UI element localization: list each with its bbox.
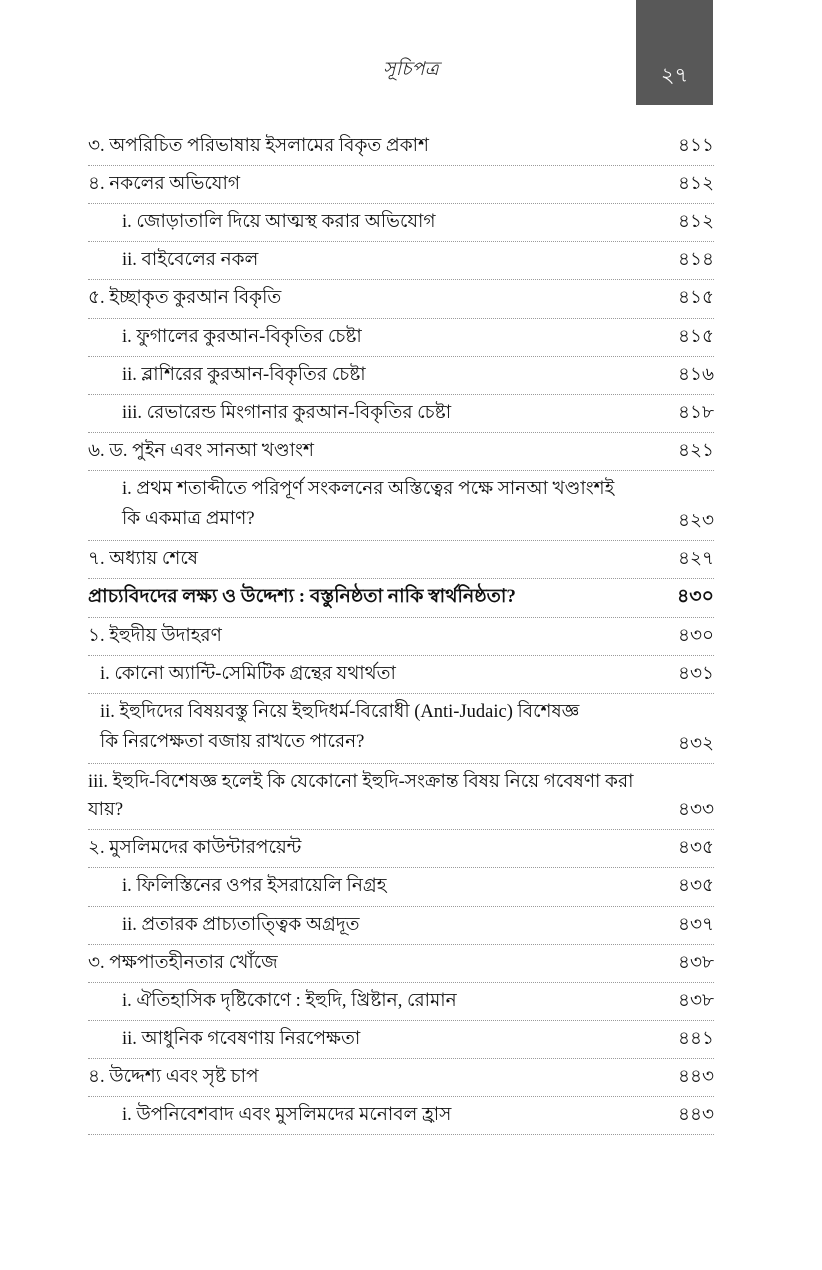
toc-row[interactable]	[88, 242, 714, 280]
toc-row[interactable]	[88, 357, 714, 395]
toc-entry-title: i. জোড়াতালি দিয়ে আত্মস্থ করার অভিযোগ	[122, 212, 436, 233]
toc-entry-title: i. ঐতিহাসিক দৃষ্টিকোণে : ইহুদি, খ্রিষ্টান, রোমান	[122, 990, 457, 1011]
page-number-box	[636, 0, 713, 105]
toc-entry-title: ii. ইহুদিদের বিষয়বস্তু নিয়ে ইহুদিধর্ম-বিরোধী (Anti-Judaic) বিশেষজ্ঞ কি নিরপেক্ষতা বজায় রাখতে পারেন?	[100, 702, 580, 753]
toc-entry-title: i. উপনিবেশবাদ এবং মুসলিমদের মনোবল হ্রাস	[122, 1105, 452, 1126]
toc-entry-title: ২. মুসলিমদের কাউন্টারপয়েন্ট	[88, 838, 302, 859]
toc-entry-page: ৪৪১	[677, 1028, 714, 1049]
toc-entry-page: ৪৩৭	[677, 914, 714, 935]
toc-entry-page: ৪১২	[677, 212, 714, 233]
toc-row[interactable]	[88, 907, 714, 945]
toc-entry-page: ৪১৫	[677, 288, 714, 309]
toc-entry-page: ৪২৭	[677, 548, 714, 569]
toc-entry-page: ৪৩৫	[677, 838, 714, 859]
toc-entry-title: i. ফুগালের কুরআন-বিকৃতির চেষ্টা	[122, 326, 362, 347]
toc-entry-title: ii. ব্লাশিরের কুরআন-বিকৃতির চেষ্টা	[122, 364, 366, 385]
toc-entry-page: ৪১২	[677, 174, 714, 195]
toc-row[interactable]	[88, 618, 714, 656]
toc-entry-title: ৪. নকলের অভিযোগ	[88, 174, 240, 195]
toc-entry-title: i. প্রথম শতাব্দীতে পরিপূর্ণ সংকলনের অস্তিত্বের পক্ষে সানআ খণ্ডাংশই কি একমাত্র প্রমাণ?	[122, 478, 615, 529]
toc-entry-title: ৬. ড. পুইন এবং সানআ খণ্ডাংশ	[88, 440, 314, 461]
toc-row[interactable]	[88, 694, 714, 764]
toc-entry-title: ii. প্রতারক প্রাচ্যতাত্ত্বিক অগ্রদূত	[122, 914, 360, 935]
toc-entry-page: ৪৩৫	[677, 876, 714, 897]
table-of-contents	[88, 128, 714, 1135]
toc-row[interactable]	[88, 945, 714, 983]
toc-entry-page: ৪৩৮	[677, 990, 714, 1011]
toc-entry-page: ৪১৪	[677, 250, 714, 271]
toc-row[interactable]	[88, 983, 714, 1021]
toc-row[interactable]	[88, 433, 714, 471]
toc-entry-title: ii. বাইবেলের নকল	[122, 250, 259, 271]
toc-row[interactable]	[88, 166, 714, 204]
toc-entry-page: ৪৩০	[677, 625, 714, 646]
toc-entry-page: ৪১৮	[677, 402, 714, 423]
toc-entry-title: ১. ইহুদীয় উদাহরণ	[88, 625, 222, 646]
page-number: ২৭	[660, 63, 689, 87]
toc-row[interactable]	[88, 1097, 714, 1135]
toc-entry-title: ৫. ইচ্ছাকৃত কুরআন বিকৃতি	[88, 288, 282, 309]
toc-entry-title: i. ফিলিস্তিনের ওপর ইসরায়েলি নিগ্রহ	[122, 876, 387, 897]
page-header	[0, 0, 822, 110]
toc-entry-page: ৪৩৮	[677, 952, 714, 973]
toc-entry-title: ৩. অপরিচিত পরিভাষায় ইসলামের বিকৃত প্রকাশ	[88, 136, 429, 156]
toc-entry-title: প্রাচ্যবিদদের লক্ষ্য ও উদ্দেশ্য : বস্তুনিষ্ঠতা নাকি স্বার্থনিষ্ঠতা?	[88, 586, 516, 608]
toc-chapter-row[interactable]	[88, 579, 714, 618]
toc-row[interactable]	[88, 395, 714, 433]
toc-row[interactable]	[88, 541, 714, 579]
toc-entry-page: ৪৪৩	[677, 1105, 714, 1126]
toc-entry-page: ৪২৩	[677, 510, 714, 531]
toc-entry-page: ৪১১	[677, 136, 714, 156]
toc-entry-title: iii. রেভারেন্ড মিংগানার কুরআন-বিকৃতির চেষ্টা	[122, 402, 452, 423]
toc-row[interactable]	[88, 656, 714, 694]
toc-row[interactable]	[88, 1059, 714, 1097]
toc-row[interactable]	[88, 471, 714, 541]
toc-row[interactable]	[88, 764, 714, 830]
toc-entry-title: i. কোনো অ্যান্টি-সেমিটিক গ্রন্থের যথার্থতা	[100, 664, 396, 685]
toc-entry-page: ৪২১	[677, 440, 714, 461]
toc-entry-page: ৪৩০	[676, 586, 714, 608]
toc-row[interactable]	[88, 319, 714, 357]
toc-entry-page: ৪৪৩	[677, 1066, 714, 1087]
toc-entry-title: ৪. উদ্দেশ্য এবং সৃষ্ট চাপ	[88, 1066, 259, 1087]
toc-entry-page: ৪১৫	[677, 326, 714, 347]
toc-row[interactable]	[88, 128, 714, 166]
toc-entry-page: ৪৩১	[677, 664, 714, 685]
toc-entry-title: ৭. অধ্যায় শেষে	[88, 548, 199, 569]
toc-row[interactable]	[88, 1021, 714, 1059]
toc-row[interactable]	[88, 830, 714, 868]
toc-row[interactable]	[88, 868, 714, 906]
toc-entry-page: ৪১৬	[677, 364, 714, 385]
toc-row[interactable]	[88, 280, 714, 318]
toc-row[interactable]	[88, 204, 714, 242]
toc-entry-title: ৩. পক্ষপাতহীনতার খোঁজে	[88, 952, 278, 973]
toc-entry-page: ৪৩২	[677, 733, 714, 754]
running-head-title: সূচিপত্র	[383, 59, 439, 80]
toc-entry-title: iii. ইহুদি-বিশেষজ্ঞ হলেই কি যেকোনো ইহুদি-সংক্রান্ত বিষয় নিয়ে গবেষণা করা যায়?	[88, 772, 639, 821]
toc-entry-title: ii. আধুনিক গবেষণায় নিরপেক্ষতা	[122, 1028, 361, 1049]
toc-entry-page: ৪৩৩	[677, 800, 714, 821]
